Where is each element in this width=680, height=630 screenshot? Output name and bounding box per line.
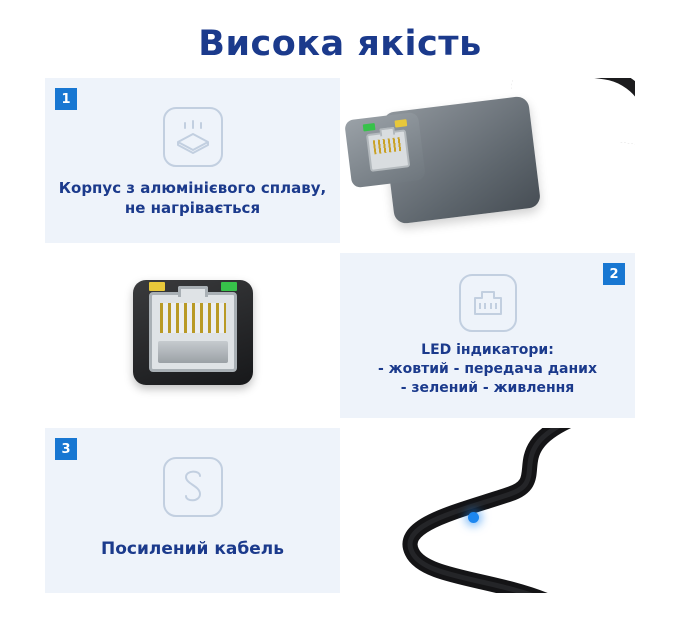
- panel-3-badge: 3: [55, 438, 77, 460]
- power-led-indicator: [468, 512, 479, 523]
- led-green: [221, 282, 237, 291]
- panel-1-text-side: [45, 78, 340, 243]
- rj45-jack-notch: [178, 286, 208, 297]
- panel-2-image-side: [45, 253, 340, 418]
- panel-2-caption: [340, 341, 635, 398]
- panel-3-text-side: [45, 428, 340, 593]
- panel-2-text-side: [340, 253, 635, 418]
- rj45-port-icon: [340, 273, 635, 333]
- rj45-jack-base: [158, 341, 228, 363]
- cable-s-curve-icon: [45, 456, 340, 518]
- rj45-jack-pins: [160, 303, 226, 333]
- panel-2-caption-line2: - жовтий - передача даних: [377, 360, 598, 377]
- panel-2-caption-line3: - зелений - живлення: [400, 379, 575, 396]
- panel-1-caption: [45, 178, 340, 219]
- panel-1-caption-line1: Корпус з алюмінієвого сплаву,: [58, 179, 327, 197]
- rj45-jack-housing: [133, 280, 253, 385]
- panel-3-caption-line1: Посилений кабель: [101, 539, 284, 559]
- metal-plate-icon: [45, 106, 340, 168]
- rj45-jack-closeup-photo: [45, 253, 340, 418]
- panel-3-image-side: [340, 428, 635, 593]
- feature-panel-1: [45, 78, 635, 243]
- panel-2-caption-line1: LED індикатори:: [421, 342, 554, 358]
- feature-panel-3: [45, 428, 635, 593]
- rj45-jack-opening: [149, 292, 237, 372]
- panel-2-badge: 2: [603, 263, 625, 285]
- adapter-rj45-pins: [373, 137, 402, 154]
- panel-3-caption: [45, 538, 340, 561]
- adapter-front-face: [344, 112, 426, 189]
- page-title: Висока якість: [198, 24, 482, 64]
- feature-panels: [45, 78, 635, 593]
- led-green: [363, 123, 376, 131]
- panel-1-image-side: [340, 78, 635, 243]
- adapter-rj45-port: [366, 129, 410, 172]
- usb-ethernet-adapter-photo: [340, 78, 635, 243]
- braided-cable-photo: [340, 428, 635, 593]
- feature-panel-2: [45, 253, 635, 418]
- led-yellow: [394, 119, 407, 127]
- led-yellow: [149, 282, 165, 291]
- panel-1-badge: 1: [55, 88, 77, 110]
- panel-1-caption-line2: не нагрівається: [124, 199, 261, 218]
